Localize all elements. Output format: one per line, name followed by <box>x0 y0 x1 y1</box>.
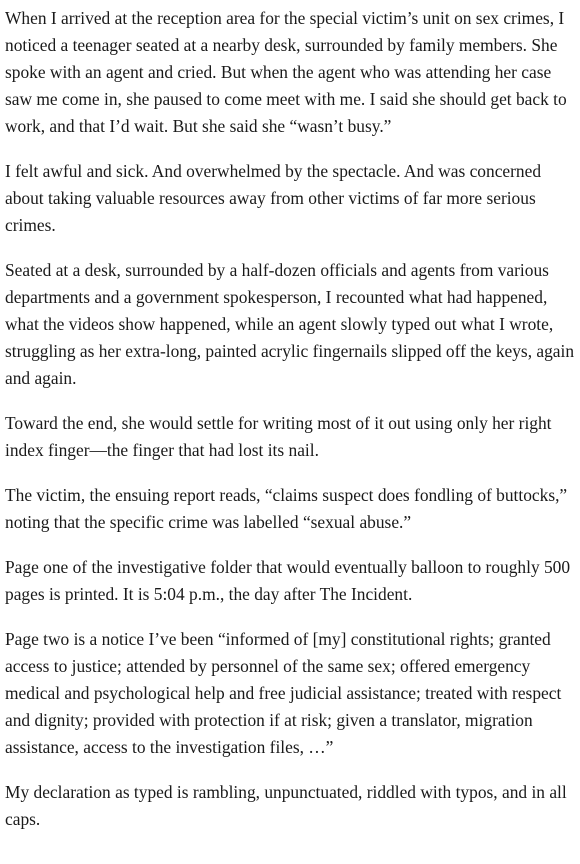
paragraph-reception-area: When I arrived at the reception area for the special victim’s unit on sex crimes, I noticed a teenager seated at a nearby desk, surrounded by family members. She spoke with an agent and cried. But when the agent who was attending her case saw me come in, she paused to come meet with me. I said she should get back to work, and that I’d wait. But she said she “wasn’t busy.” <box>5 8 567 136</box>
article-body <box>5 5 575 851</box>
paragraph-toward-the-end: Toward the end, she would settle for writing most of it out using only her right index finger—the finger that had lost its nail. <box>5 413 552 460</box>
paragraph-declaration: My declaration as typed is rambling, unpunctuated, riddled with typos, and in all caps. <box>5 782 567 829</box>
paragraph-report-reads: The victim, the ensuing report reads, “claims suspect does fondling of buttocks,” noting that the specific crime was labelled “sexual abuse.” <box>5 485 568 532</box>
paragraph-seated-at-desk: Seated at a desk, surrounded by a half-dozen officials and agents from various departments and a government spokesperson, I recounted what had happened, what the videos show happened, while an agent slowly typed out what I wrote, struggling as her extra-long, painted acrylic fingernails slipped off the keys, again and again. <box>5 260 575 388</box>
paragraph-felt-awful: I felt awful and sick. And overwhelmed by the spectacle. And was concerned about taking valuable resources away from other victims of far more serious crimes. <box>5 161 542 235</box>
paragraph-page-two: Page two is a notice I’ve been “informed of [my] constitutional rights; granted access to justice; attended by personnel of the same sex; offered emergency medical and psychological help and free judicial assistance; treated with respect and dignity; provided with protection if at risk; given a translator, migration assistance, access to the investigation files, …” <box>5 629 562 757</box>
paragraph-page-one: Page one of the investigative folder that would eventually balloon to roughly 500 pages is printed. It is 5:04 p.m., the day after The Incident. <box>5 557 571 604</box>
